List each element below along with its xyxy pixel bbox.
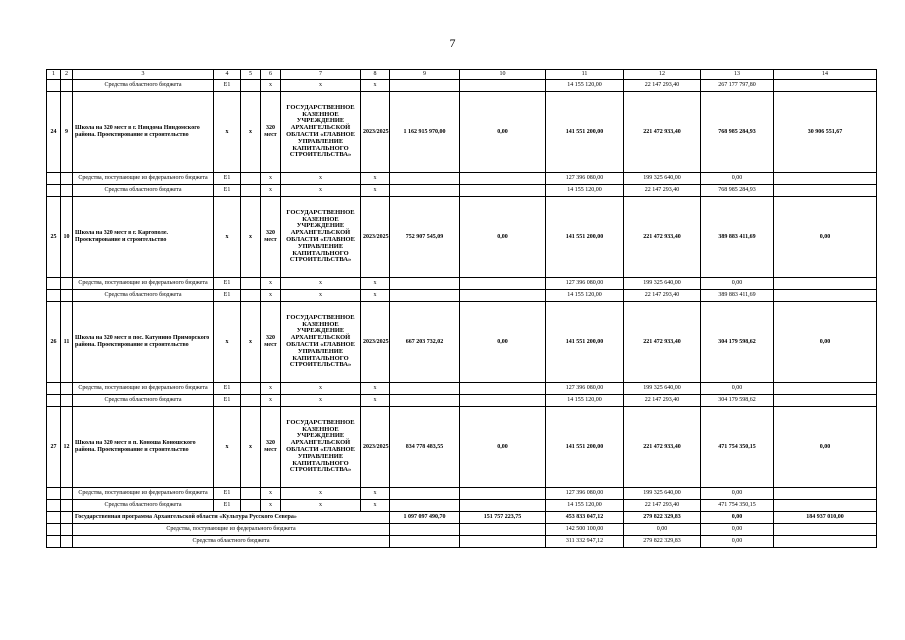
empty-cell bbox=[61, 80, 73, 92]
code-cell: х bbox=[361, 383, 390, 395]
funding-source-cell: Средства областного бюджета bbox=[73, 290, 214, 302]
column-number-cell: 2 bbox=[61, 70, 73, 80]
amount-cell: 471 754 350,15 bbox=[701, 500, 774, 512]
amount-cell: 0,00 bbox=[460, 407, 546, 488]
empty-cell bbox=[61, 512, 73, 524]
object-row bbox=[47, 302, 877, 383]
amount-cell: 279 822 329,83 bbox=[624, 536, 701, 548]
code-cell: х bbox=[281, 395, 361, 407]
empty-cell bbox=[460, 173, 546, 185]
empty-cell bbox=[774, 173, 877, 185]
code-cell: Е1 bbox=[214, 80, 241, 92]
amount-cell bbox=[774, 536, 877, 548]
column-number-cell: 1 bbox=[47, 70, 61, 80]
row-number-cell: 24 bbox=[47, 92, 61, 173]
code-cell: х bbox=[281, 173, 361, 185]
amount-cell: 14 155 120,00 bbox=[546, 185, 624, 197]
empty-cell bbox=[47, 536, 61, 548]
amount-cell: 0,00 bbox=[460, 92, 546, 173]
amount-cell: 304 179 598,62 bbox=[701, 302, 774, 383]
empty-cell bbox=[774, 290, 877, 302]
empty-cell bbox=[774, 185, 877, 197]
amount-cell: 768 985 284,93 bbox=[701, 185, 774, 197]
amount-cell: 127 396 080,00 bbox=[546, 488, 624, 500]
amount-cell: 127 396 080,00 bbox=[546, 173, 624, 185]
code-cell: х bbox=[261, 80, 281, 92]
empty-cell bbox=[61, 185, 73, 197]
object-row bbox=[47, 197, 877, 278]
customer-cell: ГОСУДАРСТВЕННОЕ КАЗЕННОЕ УЧРЕЖДЕНИЕ АРХАНГЕЛЬСКОЙ ОБЛАСТИ «ГЛАВНОЕ УПРАВЛЕНИЕ КАПИТАЛЬНОГО СТРОИТЕЛЬСТВА» bbox=[281, 197, 361, 278]
amount-cell: 22 147 293,40 bbox=[624, 185, 701, 197]
empty-cell bbox=[390, 500, 460, 512]
row-number-cell: 27 bbox=[47, 407, 61, 488]
code-cell: х bbox=[281, 80, 361, 92]
funding-source-cell: Средства областного бюджета bbox=[73, 80, 214, 92]
object-name-cell: Школа на 320 мест в пос. Катунино Приморского района. Проектирование и строительство bbox=[73, 302, 214, 383]
column-number-cell: 8 bbox=[361, 70, 390, 80]
capacity-cell: 320 мест bbox=[261, 92, 281, 173]
amount-cell: 0,00 bbox=[701, 488, 774, 500]
amount-cell bbox=[460, 524, 546, 536]
funding-source-row bbox=[47, 173, 877, 185]
funding-source-cell: Средства, поступающие из федерального бюджета bbox=[73, 173, 214, 185]
amount-cell: 0,00 bbox=[460, 197, 546, 278]
code-cell: х bbox=[361, 395, 390, 407]
column-number-cell: 12 bbox=[624, 70, 701, 80]
amount-cell: 389 883 411,69 bbox=[701, 197, 774, 278]
amount-cell bbox=[460, 536, 546, 548]
funding-source-row bbox=[47, 185, 877, 197]
page-number: 7 bbox=[449, 36, 456, 50]
amount-cell: 151 757 223,75 bbox=[460, 512, 546, 524]
column-number-cell: 4 bbox=[214, 70, 241, 80]
amount-cell: 768 985 284,93 bbox=[701, 92, 774, 173]
code-cell: х bbox=[261, 383, 281, 395]
empty-cell bbox=[47, 173, 61, 185]
column-number-cell: 13 bbox=[701, 70, 774, 80]
object-name-cell: Школа на 320 мест в п. Коноша Коношского района. Проектирование и строительство bbox=[73, 407, 214, 488]
amount-cell bbox=[390, 536, 460, 548]
amount-cell: 141 551 200,00 bbox=[546, 407, 624, 488]
empty-cell bbox=[241, 173, 261, 185]
amount-cell: 1 162 915 970,00 bbox=[390, 92, 460, 173]
code-cell: Е1 bbox=[214, 500, 241, 512]
code-cell: х bbox=[361, 278, 390, 290]
item-number-cell: 12 bbox=[61, 407, 73, 488]
amount-cell: 14 155 120,00 bbox=[546, 500, 624, 512]
period-cell: 2023/2025 bbox=[361, 407, 390, 488]
code-cell: х bbox=[261, 395, 281, 407]
code-cell: х bbox=[361, 80, 390, 92]
empty-cell bbox=[774, 80, 877, 92]
amount-cell: 279 822 329,83 bbox=[624, 512, 701, 524]
empty-cell bbox=[61, 488, 73, 500]
amount-cell: 304 179 598,62 bbox=[701, 395, 774, 407]
empty-cell bbox=[774, 278, 877, 290]
object-row bbox=[47, 92, 877, 173]
column-number-cell: 7 bbox=[281, 70, 361, 80]
code-cell: х bbox=[214, 407, 241, 488]
capacity-cell: 320 мест bbox=[261, 302, 281, 383]
amount-cell bbox=[390, 524, 460, 536]
amount-cell: 22 147 293,40 bbox=[624, 80, 701, 92]
amount-cell: 471 754 350,15 bbox=[701, 407, 774, 488]
total-label-cell: Средства, поступающие из федерального бюджета bbox=[73, 524, 390, 536]
empty-cell bbox=[241, 383, 261, 395]
code-cell: х bbox=[241, 92, 261, 173]
empty-cell bbox=[390, 185, 460, 197]
code-cell: х bbox=[281, 383, 361, 395]
empty-cell bbox=[61, 278, 73, 290]
amount-cell: 1 097 097 490,70 bbox=[390, 512, 460, 524]
amount-cell: 667 203 732,02 bbox=[390, 302, 460, 383]
empty-cell bbox=[47, 383, 61, 395]
empty-cell bbox=[61, 395, 73, 407]
empty-cell bbox=[241, 488, 261, 500]
amount-cell bbox=[774, 524, 877, 536]
empty-cell bbox=[61, 173, 73, 185]
code-cell: Е1 bbox=[214, 395, 241, 407]
empty-cell bbox=[390, 173, 460, 185]
amount-cell: 0,00 bbox=[701, 512, 774, 524]
amount-cell: 834 778 483,55 bbox=[390, 407, 460, 488]
empty-cell bbox=[774, 488, 877, 500]
capacity-cell: 320 мест bbox=[261, 407, 281, 488]
funding-source-cell: Средства, поступающие из федерального бюджета bbox=[73, 383, 214, 395]
empty-cell bbox=[47, 278, 61, 290]
customer-cell: ГОСУДАРСТВЕННОЕ КАЗЕННОЕ УЧРЕЖДЕНИЕ АРХАНГЕЛЬСКОЙ ОБЛАСТИ «ГЛАВНОЕ УПРАВЛЕНИЕ КАПИТАЛЬНОГО СТРОИТЕЛЬСТВА» bbox=[281, 92, 361, 173]
amount-cell: 199 325 640,00 bbox=[624, 488, 701, 500]
code-cell: х bbox=[281, 185, 361, 197]
empty-cell bbox=[390, 278, 460, 290]
empty-cell bbox=[61, 290, 73, 302]
amount-cell: 184 937 010,00 bbox=[774, 512, 877, 524]
amount-cell: 14 155 120,00 bbox=[546, 395, 624, 407]
empty-cell bbox=[47, 290, 61, 302]
empty-cell bbox=[774, 395, 877, 407]
funding-source-cell: Средства, поступающие из федерального бюджета bbox=[73, 488, 214, 500]
amount-cell: 141 551 200,00 bbox=[546, 92, 624, 173]
code-cell: х bbox=[281, 500, 361, 512]
amount-cell: 221 472 933,40 bbox=[624, 197, 701, 278]
amount-cell: 127 396 080,00 bbox=[546, 278, 624, 290]
code-cell: х bbox=[361, 290, 390, 302]
funding-source-row bbox=[47, 80, 877, 92]
column-number-cell: 14 bbox=[774, 70, 877, 80]
code-cell: х bbox=[361, 500, 390, 512]
empty-cell bbox=[460, 395, 546, 407]
amount-cell: 0,00 bbox=[774, 407, 877, 488]
column-number-cell: 3 bbox=[73, 70, 214, 80]
empty-cell bbox=[460, 383, 546, 395]
item-number-cell: 11 bbox=[61, 302, 73, 383]
amount-cell: 199 325 640,00 bbox=[624, 278, 701, 290]
period-cell: 2023/2025 bbox=[361, 302, 390, 383]
object-name-cell: Школа на 320 мест в г. Няндома Няндомского района. Проектирование и строительство bbox=[73, 92, 214, 173]
amount-cell: 22 147 293,40 bbox=[624, 500, 701, 512]
empty-cell bbox=[460, 185, 546, 197]
amount-cell: 221 472 933,40 bbox=[624, 302, 701, 383]
column-number-cell: 5 bbox=[241, 70, 261, 80]
amount-cell: 141 551 200,00 bbox=[546, 302, 624, 383]
funding-source-cell: Средства областного бюджета bbox=[73, 395, 214, 407]
row-number-cell: 26 bbox=[47, 302, 61, 383]
empty-cell bbox=[390, 383, 460, 395]
capacity-cell: 320 мест bbox=[261, 197, 281, 278]
empty-cell bbox=[47, 185, 61, 197]
funding-source-row bbox=[47, 395, 877, 407]
amount-cell: 30 906 551,67 bbox=[774, 92, 877, 173]
code-cell: х bbox=[361, 185, 390, 197]
column-number-cell: 6 bbox=[261, 70, 281, 80]
funding-source-cell: Средства областного бюджета bbox=[73, 500, 214, 512]
code-cell: Е1 bbox=[214, 185, 241, 197]
amount-cell: 0,00 bbox=[701, 524, 774, 536]
amount-cell: 0,00 bbox=[701, 173, 774, 185]
code-cell: х bbox=[281, 278, 361, 290]
object-row bbox=[47, 407, 877, 488]
code-cell: Е1 bbox=[214, 173, 241, 185]
amount-cell: 0,00 bbox=[624, 524, 701, 536]
empty-cell bbox=[460, 290, 546, 302]
amount-cell: 0,00 bbox=[774, 302, 877, 383]
empty-cell bbox=[460, 278, 546, 290]
row-number-cell: 25 bbox=[47, 197, 61, 278]
amount-cell: 22 147 293,40 bbox=[624, 395, 701, 407]
period-cell: 2023/2025 bbox=[361, 92, 390, 173]
amount-cell: 14 155 120,00 bbox=[546, 290, 624, 302]
empty-cell bbox=[390, 80, 460, 92]
column-number-row bbox=[47, 70, 877, 80]
code-cell: х bbox=[241, 302, 261, 383]
amount-cell: 0,00 bbox=[701, 278, 774, 290]
code-cell: х bbox=[261, 173, 281, 185]
empty-cell bbox=[47, 512, 61, 524]
empty-cell bbox=[241, 395, 261, 407]
code-cell: Е1 bbox=[214, 488, 241, 500]
amount-cell: 0,00 bbox=[774, 197, 877, 278]
funding-source-cell: Средства, поступающие из федерального бюджета bbox=[73, 278, 214, 290]
amount-cell: 752 907 545,09 bbox=[390, 197, 460, 278]
column-number-cell: 10 bbox=[460, 70, 546, 80]
code-cell: х bbox=[261, 488, 281, 500]
code-cell: х bbox=[214, 302, 241, 383]
total-row bbox=[47, 536, 877, 548]
period-cell: 2023/2025 bbox=[361, 197, 390, 278]
empty-cell bbox=[47, 395, 61, 407]
code-cell: х bbox=[281, 488, 361, 500]
empty-cell bbox=[241, 290, 261, 302]
total-row bbox=[47, 524, 877, 536]
code-cell: х bbox=[281, 290, 361, 302]
item-number-cell: 10 bbox=[61, 197, 73, 278]
empty-cell bbox=[61, 500, 73, 512]
empty-cell bbox=[241, 500, 261, 512]
amount-cell: 199 325 640,00 bbox=[624, 383, 701, 395]
empty-cell bbox=[61, 536, 73, 548]
code-cell: х bbox=[261, 185, 281, 197]
empty-cell bbox=[774, 500, 877, 512]
empty-cell bbox=[460, 500, 546, 512]
amount-cell: 0,00 bbox=[701, 383, 774, 395]
amount-cell: 127 396 080,00 bbox=[546, 383, 624, 395]
empty-cell bbox=[61, 383, 73, 395]
empty-cell bbox=[47, 500, 61, 512]
amount-cell: 267 177 797,80 bbox=[701, 80, 774, 92]
code-cell: х bbox=[261, 500, 281, 512]
empty-cell bbox=[241, 185, 261, 197]
amount-cell: 0,00 bbox=[460, 302, 546, 383]
budget-table bbox=[46, 69, 877, 548]
total-label-cell: Государственная программа Архангельской области «Культура Русского Севера» bbox=[73, 512, 390, 524]
code-cell: х bbox=[361, 173, 390, 185]
amount-cell: 221 472 933,40 bbox=[624, 407, 701, 488]
code-cell: х bbox=[214, 197, 241, 278]
amount-cell: 199 325 640,00 bbox=[624, 173, 701, 185]
amount-cell: 22 147 293,40 bbox=[624, 290, 701, 302]
code-cell: х bbox=[261, 278, 281, 290]
amount-cell: 453 833 047,12 bbox=[546, 512, 624, 524]
amount-cell: 142 500 100,00 bbox=[546, 524, 624, 536]
item-number-cell: 9 bbox=[61, 92, 73, 173]
funding-source-row bbox=[47, 383, 877, 395]
funding-source-row bbox=[47, 278, 877, 290]
code-cell: Е1 bbox=[214, 278, 241, 290]
empty-cell bbox=[390, 290, 460, 302]
amount-cell: 389 883 411,69 bbox=[701, 290, 774, 302]
code-cell: х bbox=[241, 197, 261, 278]
code-cell: х bbox=[214, 92, 241, 173]
funding-source-row bbox=[47, 290, 877, 302]
empty-cell bbox=[241, 80, 261, 92]
empty-cell bbox=[460, 488, 546, 500]
amount-cell: 14 155 120,00 bbox=[546, 80, 624, 92]
amount-cell: 221 472 933,40 bbox=[624, 92, 701, 173]
code-cell: Е1 bbox=[214, 383, 241, 395]
code-cell: Е1 bbox=[214, 290, 241, 302]
object-name-cell: Школа на 320 мест в г. Каргополе. Проектирование и строительство bbox=[73, 197, 214, 278]
amount-cell: 141 551 200,00 bbox=[546, 197, 624, 278]
empty-cell bbox=[47, 488, 61, 500]
empty-cell bbox=[460, 80, 546, 92]
funding-source-cell: Средства областного бюджета bbox=[73, 185, 214, 197]
funding-source-row bbox=[47, 500, 877, 512]
customer-cell: ГОСУДАРСТВЕННОЕ КАЗЕННОЕ УЧРЕЖДЕНИЕ АРХАНГЕЛЬСКОЙ ОБЛАСТИ «ГЛАВНОЕ УПРАВЛЕНИЕ КАПИТАЛЬНОГО СТРОИТЕЛЬСТВА» bbox=[281, 302, 361, 383]
empty-cell bbox=[47, 524, 61, 536]
total-row bbox=[47, 512, 877, 524]
empty-cell bbox=[47, 80, 61, 92]
empty-cell bbox=[390, 395, 460, 407]
code-cell: х bbox=[361, 488, 390, 500]
column-number-cell: 11 bbox=[546, 70, 624, 80]
code-cell: х bbox=[241, 407, 261, 488]
column-number-cell: 9 bbox=[390, 70, 460, 80]
customer-cell: ГОСУДАРСТВЕННОЕ КАЗЕННОЕ УЧРЕЖДЕНИЕ АРХАНГЕЛЬСКОЙ ОБЛАСТИ «ГЛАВНОЕ УПРАВЛЕНИЕ КАПИТАЛЬНОГО СТРОИТЕЛЬСТВА» bbox=[281, 407, 361, 488]
amount-cell: 311 332 947,12 bbox=[546, 536, 624, 548]
empty-cell bbox=[774, 383, 877, 395]
empty-cell bbox=[241, 278, 261, 290]
empty-cell bbox=[61, 524, 73, 536]
amount-cell: 0,00 bbox=[701, 536, 774, 548]
total-label-cell: Средства областного бюджета bbox=[73, 536, 390, 548]
funding-source-row bbox=[47, 488, 877, 500]
empty-cell bbox=[390, 488, 460, 500]
code-cell: х bbox=[261, 290, 281, 302]
